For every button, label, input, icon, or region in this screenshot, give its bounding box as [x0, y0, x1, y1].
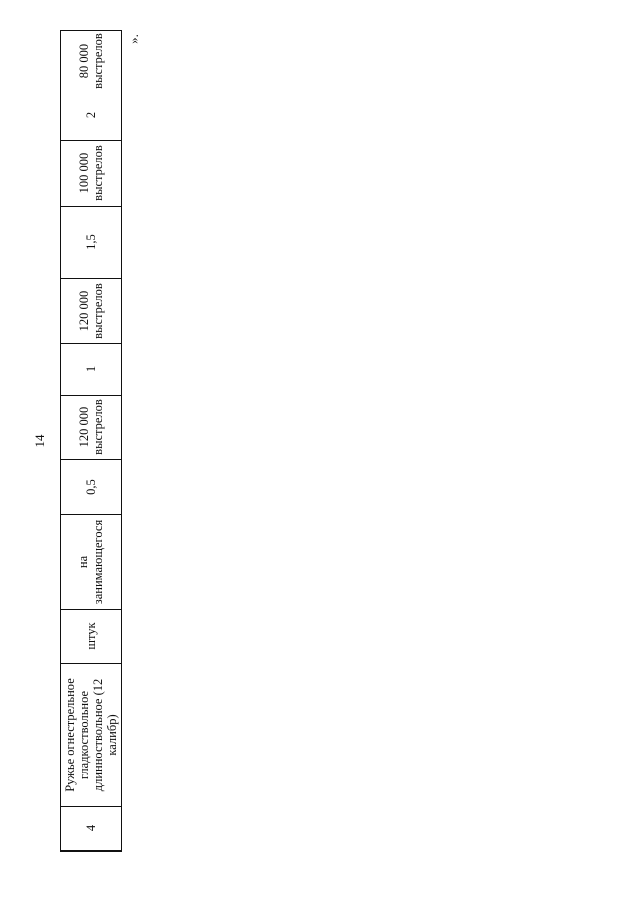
- qty-3: 1,5: [83, 234, 98, 250]
- life-3: 100 000 выстрелов: [77, 145, 105, 201]
- table-cell-life-1: [61, 395, 121, 460]
- table-cell-unit: [61, 609, 121, 664]
- table-cell-index: [61, 806, 121, 851]
- item-name: Ружье огнестрельное гладкоствольное длинноствольное (12 калибр): [63, 677, 119, 792]
- table-cell-qty-4: [61, 89, 121, 141]
- qty-4: 2: [83, 111, 98, 118]
- life-1: 120 000 выстрелов: [77, 399, 105, 455]
- table-cell-item: [61, 663, 121, 807]
- qty-1: 0,5: [83, 478, 98, 495]
- life-4: 80 000 выстрелов: [77, 32, 105, 89]
- table-cell-life-2: [61, 278, 121, 344]
- table-cell-life-4: [61, 31, 121, 90]
- equipment-table: [60, 30, 122, 852]
- row-index: 4: [83, 824, 98, 832]
- table-cell-qty-1: [61, 459, 121, 515]
- unit-label: штук: [83, 622, 98, 650]
- table-cell-qty-2: [61, 343, 121, 396]
- per-label: на занимающегося: [76, 519, 105, 604]
- qty-2: 1: [83, 365, 98, 373]
- closing-quote: ».: [126, 34, 141, 44]
- table-cell-qty-3: [61, 206, 121, 279]
- table-cell-per: [61, 514, 121, 610]
- table-cell-life-3: [61, 140, 121, 207]
- page-number: 14: [32, 434, 47, 448]
- life-2: 120 000 выстрелов: [77, 282, 105, 339]
